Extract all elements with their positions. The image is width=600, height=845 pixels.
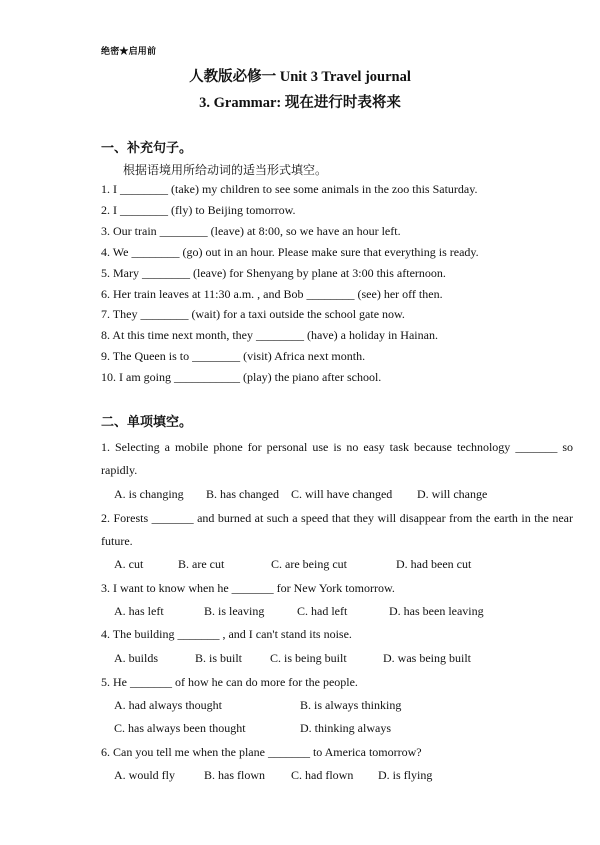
option-d: D. is flying: [378, 768, 433, 782]
option-d: D. will change: [417, 487, 488, 501]
option-a: A. is changing: [114, 487, 184, 501]
option-d: D. had been cut: [396, 557, 472, 571]
fill-item: 2. I ________ (fly) to Beijing tomorrow.: [101, 203, 296, 217]
option-c: C. is being built: [270, 651, 347, 665]
confidential-label: 绝密★启用前: [101, 46, 157, 56]
document-title: 人教版必修一 Unit 3 Travel journal: [189, 69, 411, 85]
section1-heading: 一、补充句子。: [101, 140, 193, 155]
option-a: A. builds: [114, 651, 159, 665]
option-b: B. is leaving: [204, 604, 265, 618]
section1-instruction: 根据语境用所给动词的适当形式填空。: [123, 163, 328, 177]
option-b: B. is built: [195, 651, 243, 665]
option-b: B. has flown: [204, 768, 265, 782]
option-d: D. has been leaving: [389, 604, 484, 618]
option-d: D. thinking always: [300, 721, 391, 735]
option-d: D. was being built: [383, 651, 471, 665]
question-2-line1: 2. Forests _______ and burned at such a speed that they will disappear from the earth in the near: [101, 511, 573, 525]
question-6-line1: 6. Can you tell me when the plane _______ to America tomorrow?: [101, 745, 422, 759]
option-c: C. had flown: [291, 768, 354, 782]
fill-item: 10. I am going ___________ (play) the piano after school.: [101, 370, 382, 384]
option-a: A. has left: [114, 604, 164, 618]
question-2-line2: future.: [101, 534, 133, 548]
fill-item: 1. I ________ (take) my children to see some animals in the zoo this Saturday.: [101, 182, 478, 196]
fill-item: 5. Mary ________ (leave) for Shenyang by plane at 3:00 this afternoon.: [101, 266, 446, 280]
question-4-line1: 4. The building _______ , and I can't stand its noise.: [101, 627, 352, 641]
fill-item: 7. They ________ (wait) for a taxi outside the school gate now.: [101, 307, 405, 321]
option-a: A. cut: [114, 557, 144, 571]
question-3-line1: 3. I want to know when he _______ for New York tomorrow.: [101, 581, 395, 595]
fill-item: 4. We ________ (go) out in an hour. Please make sure that everything is ready.: [101, 245, 479, 259]
option-c: C. are being cut: [271, 557, 347, 571]
document-subtitle: 3. Grammar: 现在进行时表将来: [199, 95, 401, 111]
option-a: A. had always thought: [114, 698, 222, 712]
option-a: A. would fly: [114, 768, 175, 782]
option-c: C. had left: [297, 604, 348, 618]
question-5-line1: 5. He _______ of how he can do more for the people.: [101, 675, 358, 689]
fill-item: 3. Our train ________ (leave) at 8:00, so we have an hour left.: [101, 224, 401, 238]
question-1-line1: 1. Selecting a mobile phone for personal use is no easy task because technology _______ so: [101, 440, 573, 454]
fill-item: 9. The Queen is to ________ (visit) Africa next month.: [101, 349, 366, 363]
question-1-line2: rapidly.: [101, 463, 138, 477]
fill-item: 6. Her train leaves at 11:30 a.m. , and Bob ________ (see) her off then.: [101, 287, 443, 301]
option-b: B. has changed: [206, 487, 279, 501]
fill-item: 8. At this time next month, they ________ (have) a holiday in Hainan.: [101, 328, 438, 342]
option-c: C. will have changed: [291, 487, 393, 501]
option-c: C. has always been thought: [114, 721, 246, 735]
option-b: B. is always thinking: [300, 698, 402, 712]
section2-heading: 二、单项填空。: [101, 414, 193, 429]
option-b: B. are cut: [178, 557, 225, 571]
